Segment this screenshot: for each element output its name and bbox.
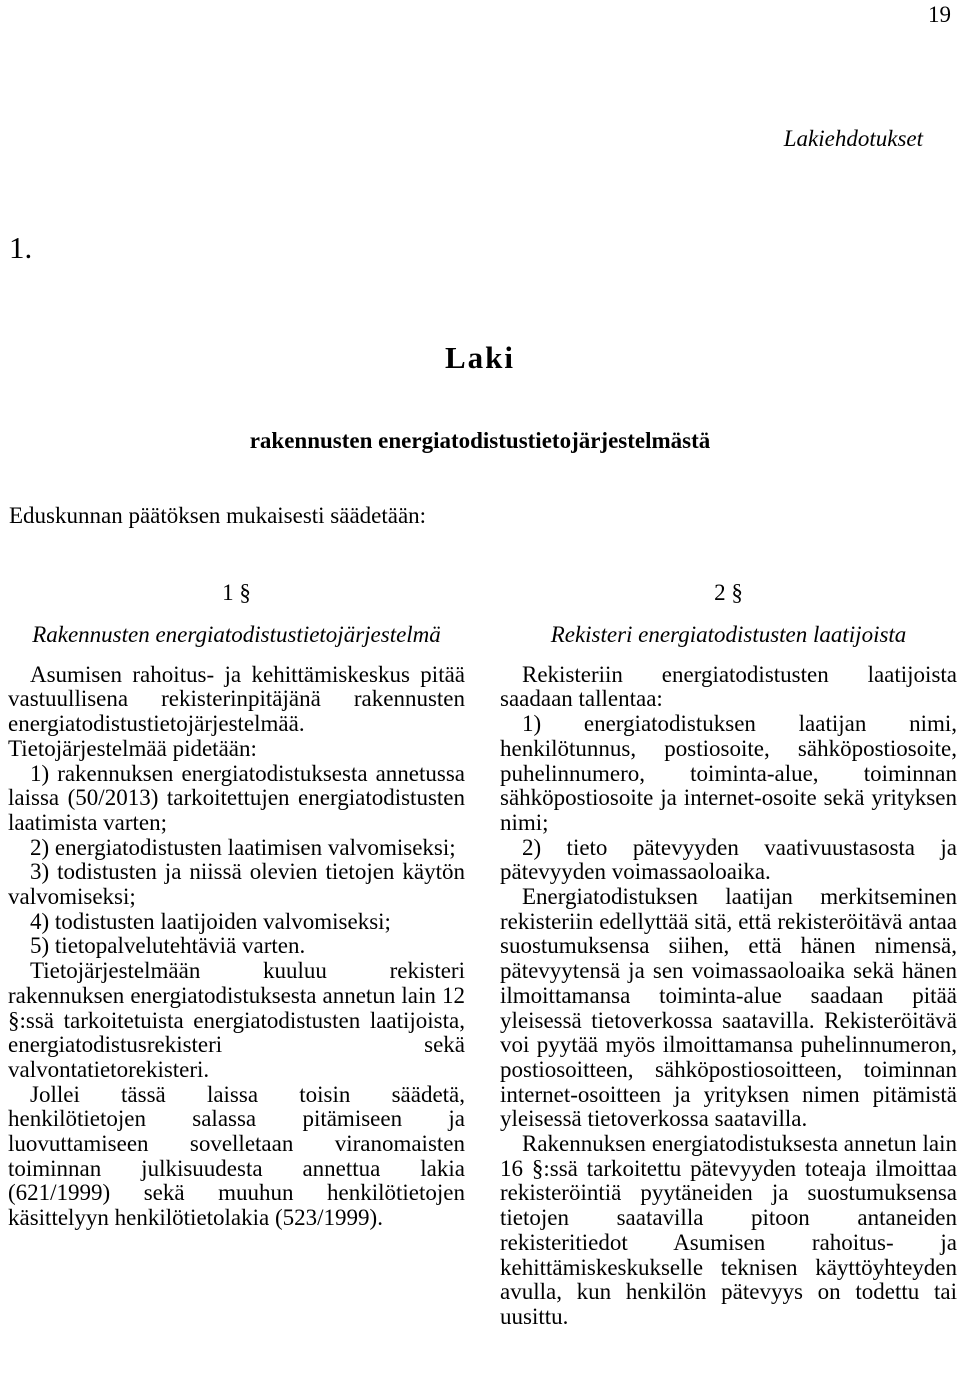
paragraph: Rakennuksen energiatodistuksesta annetun lain 16 §:ssä tarkoitettu pätevyyden toteaja ilmoittaa rekisteröintiä pyytäneiden ja suostumuksensa tietojen saatavilla pitoon antaneiden rekisteritiedot Asumisen rahoitus- ja kehittämiskeskukselle teknisen käyttöyhteyden avulla, kun henkilön pätevyys on todettu tai uusittu. xyxy=(500,1131,957,1329)
enactment-clause: Eduskunnan päätöksen mukaisesti säädetään: xyxy=(9,503,427,528)
section-number: 1. xyxy=(9,230,33,265)
section-1-title: Rakennusten energiatodistustietojärjestelmä xyxy=(32,622,441,647)
list-item: 1) rakennuksen energiatodistuksesta annetussa laissa (50/2013) tarkoitettujen energiatodistusten laatimista varten; xyxy=(8,760,465,835)
paragraph: Tietojärjestelmään kuuluu rekisteri rakennuksen energiatodistuksesta annetun lain 12 §:ssä tarkoitetuista energiatodistusten laatijoista, energiatodistusrekisteri sekä valvontatietorekisteri. xyxy=(8,958,465,1082)
list-item: 2) energiatodistusten laatimisen valvomiseksi; xyxy=(30,834,456,860)
section-sign: § xyxy=(239,580,251,605)
section-1-heading xyxy=(8,573,465,623)
law-title: Laki xyxy=(444,340,516,375)
law-subtitle: rakennusten energiatodistustietojärjestelmästä xyxy=(249,428,711,453)
paragraph: Rekisteriin energiatodistusten laatijoista saadaan tallentaa: xyxy=(500,661,957,712)
section-2-heading xyxy=(500,573,957,623)
list-item: 1) energiatodistuksen laatijan nimi, henkilötunnus, postiosoite, sähköpostiosoite, puhelinnumero, toiminta-alue, toiminnan sähköpostiosoite ja internet-osoite sekä yrityksen nimi; xyxy=(500,711,957,835)
section-sign: § xyxy=(731,580,743,605)
list-item: 2) tieto pätevyyden vaativuustasosta ja pätevyyden voimassaoloaika. xyxy=(500,834,957,885)
left-column xyxy=(8,573,465,1231)
header-lakiehdotukset: Lakiehdotukset xyxy=(783,126,923,151)
page-number: 19 xyxy=(928,2,951,27)
list-item: 4) todistusten laatijoiden valvomiseksi; xyxy=(30,908,391,934)
list-item: 3) todistusten ja niissä olevien tietojen käytön valvomiseksi; xyxy=(8,859,465,910)
section-1-number: 1 xyxy=(222,580,234,605)
section-2-number: 2 xyxy=(714,580,726,605)
list-item: 5) tietopalvelutehtäviä varten. xyxy=(30,933,306,959)
section-2-title: Rekisteri energiatodistusten laatijoista xyxy=(550,622,907,647)
right-column xyxy=(500,573,957,1330)
paragraph: Asumisen rahoitus- ja kehittämiskeskus pitää vastuullisena rekisterinpitäjänä rakennusten energiatodistustietojärjestelmää. Tietojärjestelmää pidetään: xyxy=(8,661,465,761)
paragraph: Jollei tässä laissa toisin säädetä, henkilötietojen salassa pitämiseen ja luovuttamiseen sovelletaan viranomaisten toiminnan julkisuudesta annettua lakia (621/1999) sekä muuhun henkilötietojen käsittelyyn henkilötietolakia (523/1999). xyxy=(8,1081,465,1231)
paragraph: Energiatodistuksen laatijan merkitseminen rekisteriin edellyttää sitä, että rekisteröitävä antaa suostumuksensa siihen, että hänen nimensä, pätevyytensä ja sen voimassaoloaika sekä hänen ilmoittamansa toiminta-alue saadaan pitää yleisessä tietoverkossa saatavilla. Rekisteröitävä voi pyytää myös ilmoittamansa puhelinnumeron, postiosoitteen, sähköpostiosoitteen, toiminnan internet-osoitteen ja yrityksen nimen pitämistä yleisessä tietoverkossa saatavilla. xyxy=(500,884,957,1132)
